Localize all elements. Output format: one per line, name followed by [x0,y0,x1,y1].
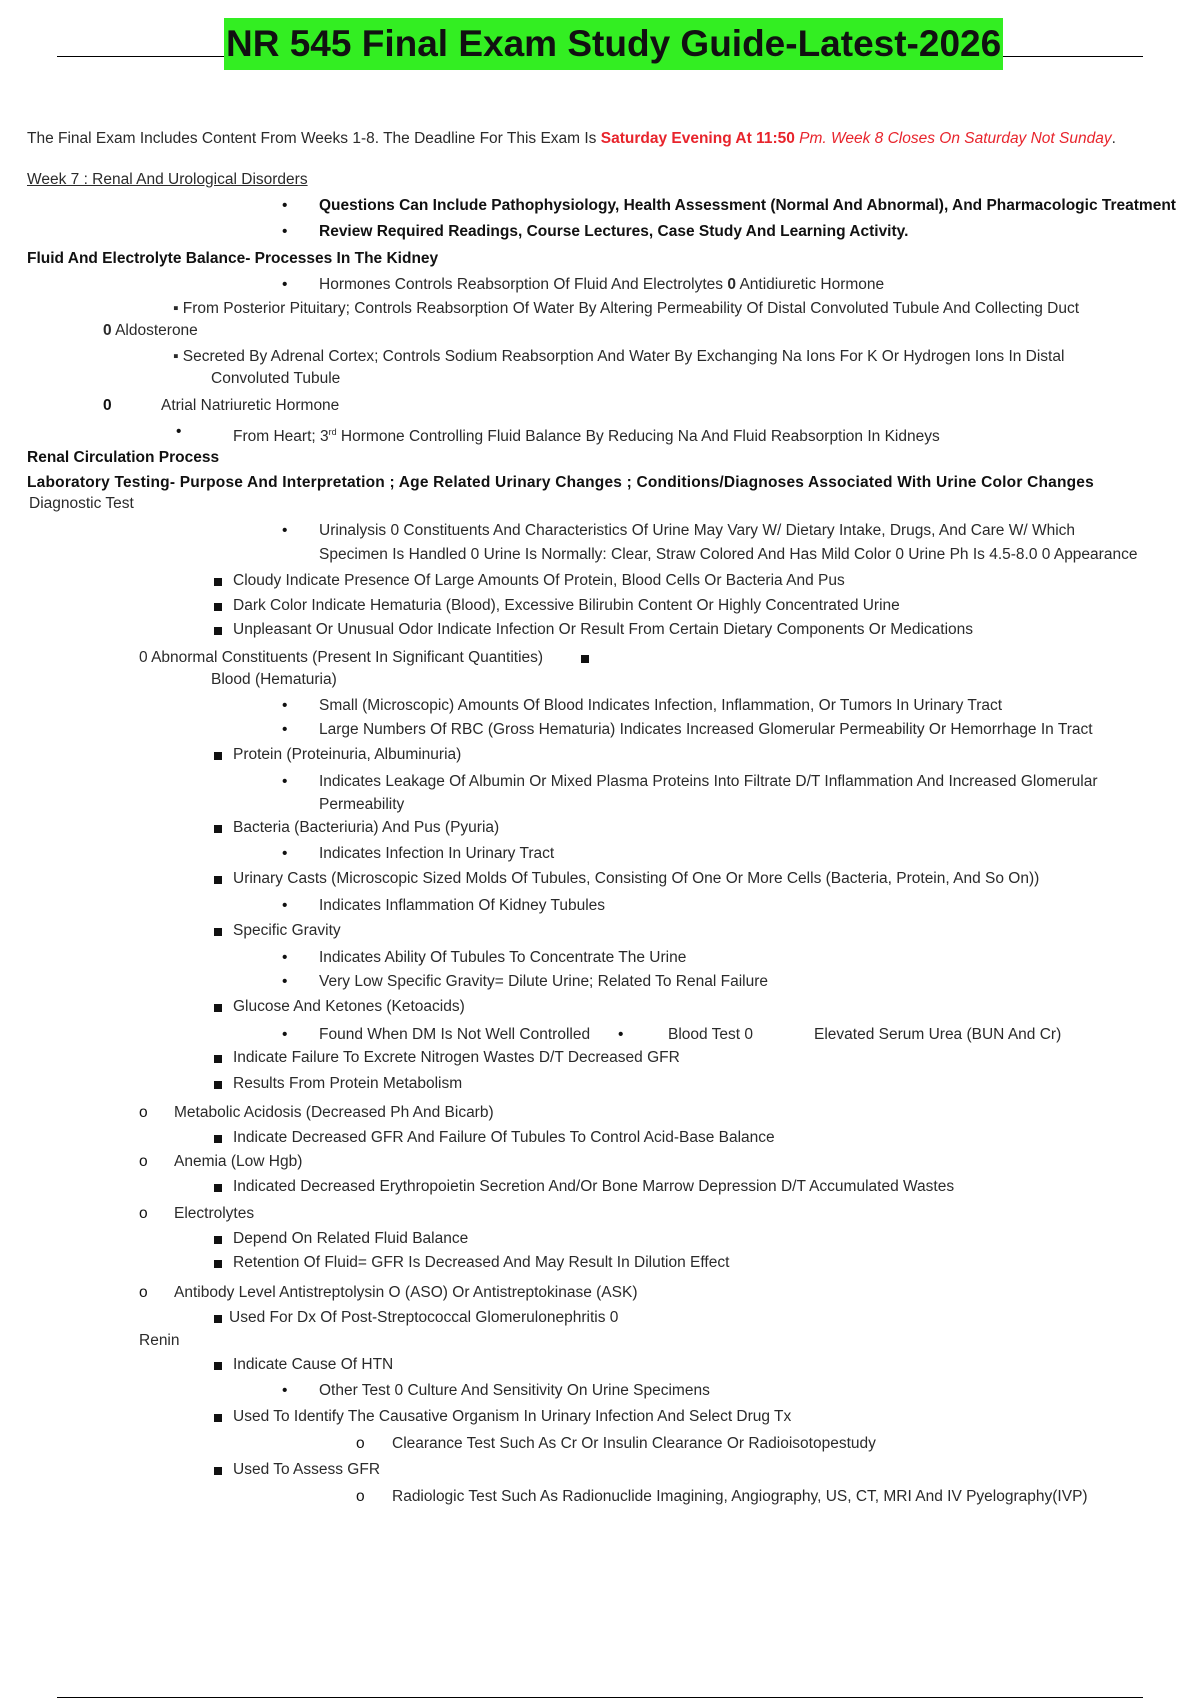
square-marker [214,1184,222,1192]
square-marker [214,627,222,635]
leakage-line: Indicates Leakage Of Albumin Or Mixed Plasma Proteins Into Filtrate D/T Inflammation And Increased Glomerular [319,773,1098,790]
square-marker [214,603,222,611]
aldosterone-detail: ▪ Secreted By Adrenal Cortex; Controls Sodium Reabsorption And Water By Exchanging Na Ions For K Or Hydrogen Ions In Distal [173,348,1065,365]
protein-metabolism-line: Results From Protein Metabolism [233,1075,463,1092]
small-blood-line: Small (Microscopic) Amounts Of Blood Indicates Infection, Inflammation, Or Tumors In Urinary Tract [319,697,1003,714]
dilution-line: Retention Of Fluid= GFR Is Decreased And May Result In Dilution Effect [233,1254,730,1271]
bullet-marker: • [282,223,288,240]
square-marker [214,1004,222,1012]
acid-base-line: Indicate Decreased GFR And Failure Of Tubules To Control Acid-Base Balance [233,1129,775,1146]
circle-marker: o [139,1153,148,1170]
inflammation-line: Indicates Inflammation Of Kidney Tubules [319,897,606,914]
htn-line: Indicate Cause Of HTN [233,1356,394,1373]
anh-detail [233,422,940,447]
glomerulonephritis-line: Used For Dx Of Post-Streptococcal Glomerulonephritis 0 [229,1309,619,1326]
bullet-marker: • [282,522,288,539]
blood-test-line: Blood Test 0 [668,1026,754,1043]
square-marker [214,1236,222,1244]
metabolic-acidosis-line: Metabolic Acidosis (Decreased Ph And Bicarb) [174,1104,494,1121]
page-title: NR 545 Final Exam Study Guide-Latest-2026 [224,18,1003,70]
bullet-marker: • [282,1382,288,1399]
week8-note: Week 8 Closes On Saturday Not Sunday [831,130,1112,147]
leakage-line-cont: Permeability [319,796,405,813]
title-rule-left [57,56,225,57]
bullet-marker: • [282,845,288,862]
bullet-marker: • [282,773,288,790]
square-marker [214,1260,222,1268]
circle-marker: o [356,1435,365,1452]
square-marker [214,876,222,884]
square-marker [214,928,222,936]
zero-marker: 0 [727,276,736,293]
section-fluid-heading: Fluid And Electrolyte Balance- Processes In The Kidney [27,250,439,267]
circle-marker: o [139,1104,148,1121]
intro-paragraph [27,129,1116,149]
bullet-marker: • [282,949,288,966]
ordinal-sup: rd [328,427,337,437]
casts-line: Urinary Casts (Microscopic Sized Molds Of Tubules, Consisting Of One Or More Cells (Bacteria, Protein, And So On)) [233,870,1040,887]
zero-marker: 0 [103,322,112,339]
assess-gfr-line: Used To Assess GFR [233,1461,381,1478]
bullet-marker: • [282,1026,288,1043]
square-marker [214,825,222,833]
intro-text: The Final Exam Includes Content From Weeks 1-8. The Deadline For This Exam Is [27,130,601,147]
adh-text: Antidiuretic Hormone [739,276,885,293]
bullet-marker: • [282,721,288,738]
glucose-line: Glucose And Ketones (Ketoacids) [233,998,465,1015]
electrolytes-line: Electrolytes [174,1205,255,1222]
square-marker [214,1135,222,1143]
square-marker [214,1414,222,1422]
bullet-review: Review Required Readings, Course Lectures, Case Study And Learning Activity. [319,223,909,240]
week-heading: Week 7 : Renal And Urological Disorders [27,171,308,188]
anh-detail-rest: Hormone Controlling Fluid Balance By Reducing Na And Fluid Reabsorption In Kidneys [336,428,940,446]
anh-text: Atrial Natriuretic Hormone [161,397,340,414]
dm-line: Found When DM Is Not Well Controlled [319,1026,591,1043]
fluid-balance-line: Depend On Related Fluid Balance [233,1230,469,1247]
culture-line: Other Test 0 Culture And Sensitivity On Urine Specimens [319,1382,710,1399]
square-marker [214,1081,222,1089]
bacteria-line: Bacteria (Bacteriuria) And Pus (Pyuria) [233,819,500,836]
zero-marker: 0 [103,397,112,414]
square-marker [214,1315,222,1323]
antibody-line: Antibody Level Antistreptolysin O (ASO) Or Antistreptokinase (ASK) [174,1284,638,1301]
square-marker [214,1055,222,1063]
footer-rule [57,1697,1143,1698]
square-marker [214,1467,222,1475]
protein-line: Protein (Proteinuria, Albuminuria) [233,746,462,763]
intro-end: . [1111,130,1116,147]
radiologic-line: Radiologic Test Such As Radionuclide Imagining, Angiography, US, CT, MRI And IV Pyelography(IVP) [392,1488,1088,1505]
square-marker [214,1362,222,1370]
bullet-marker: • [282,197,288,214]
renin-line: Renin [139,1332,180,1349]
pm-text: Pm. [794,130,832,147]
square-marker [581,655,589,663]
diagnostic-test-label: Diagnostic Test [29,495,134,512]
blood-heading: Blood (Hematuria) [211,671,337,688]
anh-detail-text: From Heart; 3 [233,428,329,446]
large-rbc-line: Large Numbers Of RBC (Gross Hematuria) Indicates Increased Glomerular Permeability Or Hemorrhage In Tract [319,721,1093,738]
bullet-marker: • [618,1026,624,1043]
specific-gravity-line: Specific Gravity [233,922,341,939]
square-marker [214,578,222,586]
bullet-marker: • [282,697,288,714]
urinalysis-line: Urinalysis 0 Constituents And Characteristics Of Urine May Vary W/ Dietary Intake, Drugs, And Care W/ Which [319,522,1076,539]
circle-marker: o [356,1488,365,1505]
fluid-hormones-text: Hormones Controls Reabsorption Of Fluid And Electrolytes [319,276,724,293]
dark-color-line: Dark Color Indicate Hematuria (Blood), Excessive Bilirubin Content Or Highly Concentrated Urine [233,597,900,614]
circle-marker: o [139,1284,148,1301]
aldosterone-line [103,321,198,341]
section-renal-heading: Renal Circulation Process [27,449,220,466]
deadline-highlight: Saturday Evening At 11:50 [600,130,795,147]
urinalysis-line-cont: Specimen Is Handled 0 Urine Is Normally: Clear, Straw Colored And Has Mild Color 0 Urine Ph Is 4.5-8.0 0 Appearance [319,546,1138,563]
bullet-marker: • [282,276,288,293]
anemia-line: Anemia (Low Hgb) [174,1153,303,1170]
circle-marker: o [139,1205,148,1222]
odor-line: Unpleasant Or Unusual Odor Indicate Infection Or Result From Certain Dietary Components Or Medications [233,621,974,638]
sg-low-line: Very Low Specific Gravity= Dilute Urine; Related To Renal Failure [319,973,768,990]
aldosterone-detail-cont: Convoluted Tubule [211,370,341,387]
title-rule-right [986,56,1143,57]
bun-line: Elevated Serum Urea (BUN And Cr) [814,1026,1062,1043]
bullet-questions: Questions Can Include Pathophysiology, Health Assessment (Normal And Abnormal), And Pharmacologic Treatment [319,197,1176,214]
nitrogen-waste-line: Indicate Failure To Excrete Nitrogen Wastes D/T Decreased GFR [233,1049,680,1066]
cloudy-line: Cloudy Indicate Presence Of Large Amounts Of Protein, Blood Cells Or Bacteria And Pus [233,572,845,589]
infection-line: Indicates Infection In Urinary Tract [319,845,555,862]
abnormal-constituents: 0 Abnormal Constituents (Present In Significant Quantities) [139,649,544,666]
causative-organism-line: Used To Identify The Causative Organism In Urinary Infection And Select Drug Tx [233,1408,792,1425]
sg-ability-line: Indicates Ability Of Tubules To Concentrate The Urine [319,949,687,966]
clearance-line: Clearance Test Such As Cr Or Insulin Clearance Or Radioisotopestudy [392,1435,876,1452]
adh-detail: ▪ From Posterior Pituitary; Controls Reabsorption Of Water By Altering Permeability Of Distal Convoluted Tubule And Collecting Duct [173,300,1080,317]
bullet-marker: • [282,973,288,990]
erythropoietin-line: Indicated Decreased Erythropoietin Secretion And/Or Bone Marrow Depression D/T Accumulated Wastes [233,1178,955,1195]
aldosterone-text: Aldosterone [115,322,198,339]
section-lab-heading: Laboratory Testing- Purpose And Interpretation ; Age Related Urinary Changes ; Conditions/Diagnoses Associated With Urine Color Changes [27,474,1094,491]
bullet-marker: • [282,897,288,914]
square-marker [214,752,222,760]
bullet-marker: • [176,423,182,440]
fluid-hormones [319,275,884,295]
